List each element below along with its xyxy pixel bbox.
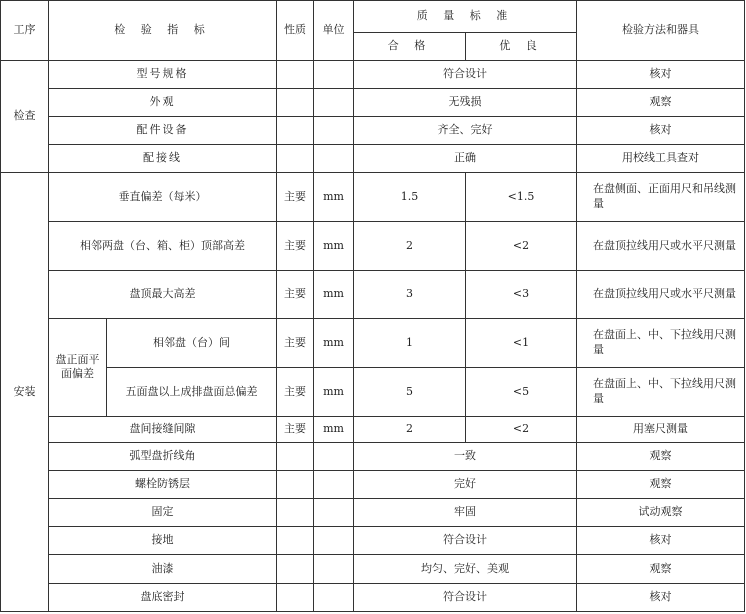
install-row-10 (1, 555, 745, 583)
pass-value-cell: 5 (354, 368, 466, 416)
method-cell: 在盘面上、中、下拉线用尺测量 (577, 368, 745, 416)
good-value-cell: <1 (466, 319, 577, 368)
unit-cell: mm (314, 416, 354, 442)
unit-cell (314, 470, 354, 498)
header-process: 工序 (1, 1, 49, 61)
plane-deviation-group: 盘正面平面偏差 (49, 319, 107, 417)
method-cell: 在盘顶拉线用尺或水平尺测量 (577, 222, 745, 270)
method-cell: 试动观察 (577, 499, 745, 527)
unit-cell: mm (314, 368, 354, 416)
install-row-9 (1, 527, 745, 555)
nature-cell: 主要 (277, 173, 314, 222)
install-row-8 (1, 499, 745, 527)
indicator-cell: 配件设备 (49, 116, 277, 144)
unit-cell (314, 499, 354, 527)
nature-cell (277, 61, 314, 88)
indicator-cell: 外观 (49, 88, 277, 116)
unit-cell (314, 555, 354, 583)
header-unit: 单位 (314, 1, 354, 61)
header-row (1, 1, 745, 33)
standard-cell: 完好 (354, 470, 577, 498)
nature-cell (277, 555, 314, 583)
indicator-cell: 螺栓防锈层 (49, 470, 277, 498)
unit-cell (314, 61, 354, 88)
unit-cell (314, 527, 354, 555)
good-value-cell: <5 (466, 368, 577, 416)
unit-cell: mm (314, 319, 354, 368)
indicator-cell: 五面盘以上成排盘面总偏差 (107, 368, 277, 416)
install-row-0 (1, 173, 745, 222)
pass-value-cell: 2 (354, 416, 466, 442)
method-cell: 观察 (577, 555, 745, 583)
nature-cell (277, 499, 314, 527)
method-cell: 核对 (577, 116, 745, 144)
method-cell: 观察 (577, 442, 745, 470)
install-row-6 (1, 442, 745, 470)
header-method: 检验方法和器具 (577, 1, 745, 61)
unit-cell: mm (314, 173, 354, 222)
standard-cell: 正确 (354, 144, 577, 172)
unit-cell (314, 144, 354, 172)
method-cell: 观察 (577, 470, 745, 498)
header-quality-standard: 质 量 标 准 (354, 1, 577, 33)
method-cell: 观察 (577, 88, 745, 116)
standard-cell: 符合设计 (354, 583, 577, 611)
section-install: 安装 (1, 173, 49, 612)
indicator-cell: 盘顶最大高差 (49, 270, 277, 318)
install-row-2 (1, 270, 745, 318)
indicator-cell: 型号规格 (49, 61, 277, 88)
nature-cell: 主要 (277, 416, 314, 442)
indicator-cell: 盘底密封 (49, 583, 277, 611)
check-row-1 (1, 88, 745, 116)
header-indicator: 检 验 指 标 (49, 1, 277, 61)
nature-cell: 主要 (277, 270, 314, 318)
method-cell: 核对 (577, 583, 745, 611)
indicator-cell: 相邻两盘（台、箱、柜）顶部高差 (49, 222, 277, 270)
indicator-cell: 配接线 (49, 144, 277, 172)
install-row-7 (1, 470, 745, 498)
method-cell: 在盘顶拉线用尺或水平尺测量 (577, 270, 745, 318)
header-good: 优 良 (466, 33, 577, 61)
check-row-2 (1, 116, 745, 144)
method-cell: 核对 (577, 527, 745, 555)
indicator-cell: 接地 (49, 527, 277, 555)
indicator-cell: 固定 (49, 499, 277, 527)
indicator-cell: 盘间接缝间隙 (49, 416, 277, 442)
nature-cell (277, 442, 314, 470)
nature-cell: 主要 (277, 319, 314, 368)
install-row-11 (1, 583, 745, 611)
install-row-4 (1, 368, 745, 416)
pass-value-cell: 2 (354, 222, 466, 270)
standard-cell: 符合设计 (354, 61, 577, 88)
indicator-cell: 弧型盘折线角 (49, 442, 277, 470)
nature-cell (277, 144, 314, 172)
header-pass: 合 格 (354, 33, 466, 61)
unit-cell (314, 583, 354, 611)
nature-cell (277, 583, 314, 611)
standard-cell: 齐全、完好 (354, 116, 577, 144)
install-row-1 (1, 222, 745, 270)
standard-cell: 均匀、完好、美观 (354, 555, 577, 583)
unit-cell (314, 88, 354, 116)
standard-cell: 一致 (354, 442, 577, 470)
unit-cell: mm (314, 270, 354, 318)
nature-cell: 主要 (277, 368, 314, 416)
standard-cell: 牢固 (354, 499, 577, 527)
method-cell: 在盘面上、中、下拉线用尺测量 (577, 319, 745, 368)
unit-cell (314, 442, 354, 470)
unit-cell: mm (314, 222, 354, 270)
nature-cell (277, 470, 314, 498)
standard-cell: 符合设计 (354, 527, 577, 555)
check-row-3 (1, 144, 745, 172)
method-cell: 用校线工具查对 (577, 144, 745, 172)
pass-value-cell: 1 (354, 319, 466, 368)
install-row-5 (1, 416, 745, 442)
install-row-3 (1, 319, 745, 368)
good-value-cell: <2 (466, 222, 577, 270)
indicator-cell: 相邻盘（台）间 (107, 319, 277, 368)
good-value-cell: <3 (466, 270, 577, 318)
pass-value-cell: 3 (354, 270, 466, 318)
nature-cell (277, 88, 314, 116)
nature-cell (277, 527, 314, 555)
good-value-cell: <2 (466, 416, 577, 442)
good-value-cell: <1.5 (466, 173, 577, 222)
unit-cell (314, 116, 354, 144)
standard-cell: 无残损 (354, 88, 577, 116)
indicator-cell: 油漆 (49, 555, 277, 583)
indicator-cell: 垂直偏差（每米） (49, 173, 277, 222)
nature-cell: 主要 (277, 222, 314, 270)
method-cell: 用塞尺测量 (577, 416, 745, 442)
section-check: 检查 (1, 61, 49, 173)
pass-value-cell: 1.5 (354, 173, 466, 222)
check-row-0 (1, 61, 745, 88)
method-cell: 在盘侧面、正面用尺和吊线测量 (577, 173, 745, 222)
nature-cell (277, 116, 314, 144)
method-cell: 核对 (577, 61, 745, 88)
header-nature: 性质 (277, 1, 314, 61)
